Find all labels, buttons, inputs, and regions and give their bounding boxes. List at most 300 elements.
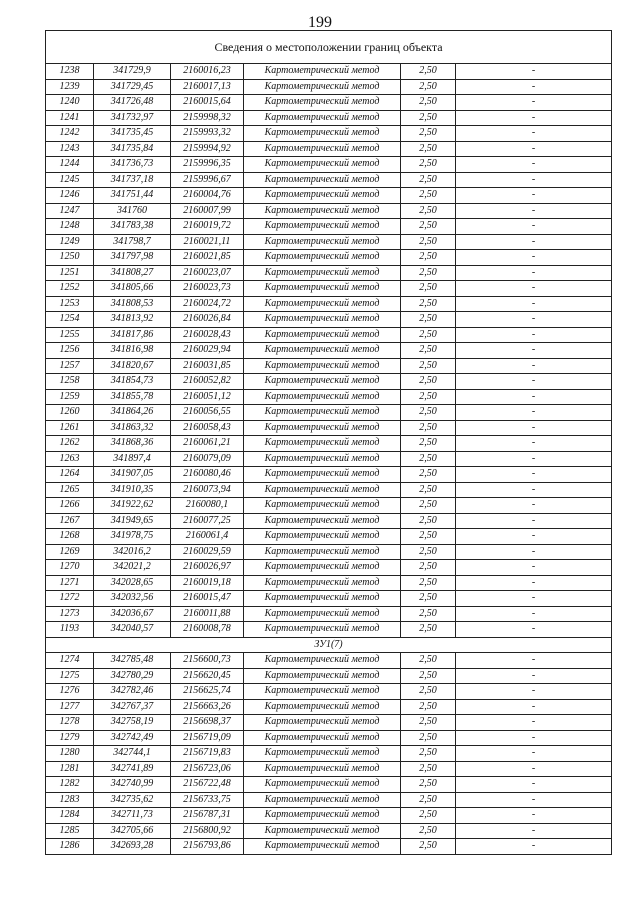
accuracy-cell: 2,50 [401, 389, 456, 405]
description-cell: - [456, 808, 612, 824]
x-coordinate-cell: 341978,75 [94, 529, 171, 545]
y-coordinate-cell: 2160019,18 [171, 575, 244, 591]
method-cell: Картометрический метод [244, 699, 401, 715]
table-row [46, 761, 612, 777]
method-cell: Картометрический метод [244, 715, 401, 731]
accuracy-cell: 2,50 [401, 575, 456, 591]
x-coordinate-cell: 342740,99 [94, 777, 171, 793]
method-cell: Картометрический метод [244, 203, 401, 219]
method-cell: Картометрический метод [244, 498, 401, 514]
table-row [46, 513, 612, 529]
x-coordinate-cell: 341817,86 [94, 327, 171, 343]
y-coordinate-cell: 2156719,83 [171, 746, 244, 762]
x-coordinate-cell: 342705,66 [94, 823, 171, 839]
x-coordinate-cell: 341820,67 [94, 358, 171, 374]
accuracy-cell: 2,50 [401, 95, 456, 111]
table-row [46, 591, 612, 607]
accuracy-cell: 2,50 [401, 761, 456, 777]
point-number-cell: 1244 [46, 157, 94, 173]
accuracy-cell: 2,50 [401, 467, 456, 483]
method-cell: Картометрический метод [244, 296, 401, 312]
method-cell: Картометрический метод [244, 219, 401, 235]
y-coordinate-cell: 2160023,73 [171, 281, 244, 297]
x-coordinate-cell: 342711,73 [94, 808, 171, 824]
accuracy-cell: 2,50 [401, 436, 456, 452]
description-cell: - [456, 95, 612, 111]
table-row [46, 172, 612, 188]
description-cell: - [456, 126, 612, 142]
y-coordinate-cell: 2160029,94 [171, 343, 244, 359]
page-number: 199 [308, 14, 332, 31]
method-cell: Картометрический метод [244, 761, 401, 777]
table-row [46, 358, 612, 374]
point-number-cell: 1279 [46, 730, 94, 746]
description-cell: - [456, 653, 612, 669]
method-cell: Картометрический метод [244, 358, 401, 374]
description-cell: - [456, 575, 612, 591]
accuracy-cell: 2,50 [401, 157, 456, 173]
method-cell: Картометрический метод [244, 250, 401, 266]
method-cell: Картометрический метод [244, 839, 401, 855]
point-number-cell: 1275 [46, 668, 94, 684]
table-row [46, 219, 612, 235]
accuracy-cell: 2,50 [401, 79, 456, 95]
accuracy-cell: 2,50 [401, 188, 456, 204]
point-number-cell: 1252 [46, 281, 94, 297]
x-coordinate-cell: 341922,62 [94, 498, 171, 514]
x-coordinate-cell: 341735,84 [94, 141, 171, 157]
description-cell: - [456, 219, 612, 235]
point-number-cell: 1248 [46, 219, 94, 235]
x-coordinate-cell: 341863,32 [94, 420, 171, 436]
accuracy-cell: 2,50 [401, 684, 456, 700]
point-number-cell: 1238 [46, 64, 94, 80]
description-cell: - [456, 730, 612, 746]
table-row [46, 126, 612, 142]
point-number-cell: 1256 [46, 343, 94, 359]
table-row [46, 482, 612, 498]
point-number-cell: 1239 [46, 79, 94, 95]
x-coordinate-cell: 341897,4 [94, 451, 171, 467]
accuracy-cell: 2,50 [401, 420, 456, 436]
description-cell: - [456, 110, 612, 126]
accuracy-cell: 2,50 [401, 715, 456, 731]
description-cell: - [456, 761, 612, 777]
x-coordinate-cell: 342767,37 [94, 699, 171, 715]
table-row [46, 777, 612, 793]
table-row [46, 606, 612, 622]
method-cell: Картометрический метод [244, 374, 401, 390]
accuracy-cell: 2,50 [401, 358, 456, 374]
method-cell: Картометрический метод [244, 792, 401, 808]
method-cell: Картометрический метод [244, 513, 401, 529]
accuracy-cell: 2,50 [401, 312, 456, 328]
method-cell: Картометрический метод [244, 281, 401, 297]
method-cell: Картометрический метод [244, 405, 401, 421]
point-number-cell: 1257 [46, 358, 94, 374]
point-number-cell: 1251 [46, 265, 94, 281]
accuracy-cell: 2,50 [401, 327, 456, 343]
description-cell: - [456, 622, 612, 638]
y-coordinate-cell: 2159998,32 [171, 110, 244, 126]
y-coordinate-cell: 2160029,59 [171, 544, 244, 560]
table-row [46, 374, 612, 390]
accuracy-cell: 2,50 [401, 699, 456, 715]
description-cell: - [456, 544, 612, 560]
table-row [46, 792, 612, 808]
table-title: Сведения о местоположении границ объекта [46, 31, 612, 64]
point-number-cell: 1260 [46, 405, 94, 421]
table-row [46, 436, 612, 452]
description-cell: - [456, 374, 612, 390]
x-coordinate-cell: 342785,48 [94, 653, 171, 669]
method-cell: Картометрический метод [244, 420, 401, 436]
point-number-cell: 1241 [46, 110, 94, 126]
y-coordinate-cell: 2160007,99 [171, 203, 244, 219]
x-coordinate-cell: 342040,57 [94, 622, 171, 638]
y-coordinate-cell: 2156663,26 [171, 699, 244, 715]
table-row [46, 684, 612, 700]
description-cell: - [456, 296, 612, 312]
description-cell: - [456, 668, 612, 684]
accuracy-cell: 2,50 [401, 374, 456, 390]
x-coordinate-cell: 342741,89 [94, 761, 171, 777]
point-number-cell: 1280 [46, 746, 94, 762]
table-row [46, 110, 612, 126]
accuracy-cell: 2,50 [401, 622, 456, 638]
point-number-cell: 1265 [46, 482, 94, 498]
table-row [46, 79, 612, 95]
y-coordinate-cell: 2156793,86 [171, 839, 244, 855]
table-row [46, 250, 612, 266]
y-coordinate-cell: 2160073,94 [171, 482, 244, 498]
accuracy-cell: 2,50 [401, 839, 456, 855]
point-number-cell: 1247 [46, 203, 94, 219]
accuracy-cell: 2,50 [401, 808, 456, 824]
x-coordinate-cell: 342021,2 [94, 560, 171, 576]
description-cell: - [456, 684, 612, 700]
description-cell: - [456, 606, 612, 622]
y-coordinate-cell: 2160016,23 [171, 64, 244, 80]
accuracy-cell: 2,50 [401, 141, 456, 157]
table-row [46, 420, 612, 436]
description-cell: - [456, 389, 612, 405]
method-cell: Картометрический метод [244, 808, 401, 824]
point-number-cell: 1246 [46, 188, 94, 204]
y-coordinate-cell: 2159994,92 [171, 141, 244, 157]
description-cell: - [456, 482, 612, 498]
point-number-cell: 1278 [46, 715, 94, 731]
x-coordinate-cell: 342742,49 [94, 730, 171, 746]
accuracy-cell: 2,50 [401, 296, 456, 312]
y-coordinate-cell: 2159993,32 [171, 126, 244, 142]
method-cell: Картометрический метод [244, 64, 401, 80]
point-number-cell: 1285 [46, 823, 94, 839]
description-cell: - [456, 358, 612, 374]
method-cell: Картометрический метод [244, 560, 401, 576]
x-coordinate-cell: 341805,66 [94, 281, 171, 297]
x-coordinate-cell: 341729,45 [94, 79, 171, 95]
accuracy-cell: 2,50 [401, 405, 456, 421]
point-number-cell: 1261 [46, 420, 94, 436]
y-coordinate-cell: 2160031,85 [171, 358, 244, 374]
description-cell: - [456, 188, 612, 204]
description-cell: - [456, 327, 612, 343]
table-row [46, 343, 612, 359]
x-coordinate-cell: 341737,18 [94, 172, 171, 188]
accuracy-cell: 2,50 [401, 668, 456, 684]
method-cell: Картометрический метод [244, 126, 401, 142]
table-row [46, 95, 612, 111]
accuracy-cell: 2,50 [401, 544, 456, 560]
description-cell: - [456, 234, 612, 250]
table-row [46, 141, 612, 157]
x-coordinate-cell: 341910,35 [94, 482, 171, 498]
point-number-cell: 1286 [46, 839, 94, 855]
description-cell: - [456, 498, 612, 514]
table-row [46, 699, 612, 715]
description-cell: - [456, 79, 612, 95]
y-coordinate-cell: 2156787,31 [171, 808, 244, 824]
y-coordinate-cell: 2160011,88 [171, 606, 244, 622]
description-cell: - [456, 265, 612, 281]
accuracy-cell: 2,50 [401, 560, 456, 576]
accuracy-cell: 2,50 [401, 281, 456, 297]
x-coordinate-cell: 341907,05 [94, 467, 171, 483]
y-coordinate-cell: 2159996,35 [171, 157, 244, 173]
description-cell: - [456, 281, 612, 297]
y-coordinate-cell: 2160017,13 [171, 79, 244, 95]
y-coordinate-cell: 2160028,43 [171, 327, 244, 343]
method-cell: Картометрический метод [244, 327, 401, 343]
accuracy-cell: 2,50 [401, 219, 456, 235]
x-coordinate-cell: 342758,19 [94, 715, 171, 731]
description-cell: - [456, 405, 612, 421]
method-cell: Картометрический метод [244, 389, 401, 405]
point-number-cell: 1281 [46, 761, 94, 777]
x-coordinate-cell: 341735,45 [94, 126, 171, 142]
method-cell: Картометрический метод [244, 606, 401, 622]
method-cell: Картометрический метод [244, 575, 401, 591]
method-cell: Картометрический метод [244, 95, 401, 111]
description-cell: - [456, 591, 612, 607]
table-row [46, 188, 612, 204]
description-cell: - [456, 250, 612, 266]
y-coordinate-cell: 2160080,46 [171, 467, 244, 483]
method-cell: Картометрический метод [244, 141, 401, 157]
point-number-cell: 1271 [46, 575, 94, 591]
y-coordinate-cell: 2156620,45 [171, 668, 244, 684]
method-cell: Картометрический метод [244, 343, 401, 359]
point-number-cell: 1240 [46, 95, 94, 111]
x-coordinate-cell: 342780,29 [94, 668, 171, 684]
x-coordinate-cell: 342016,2 [94, 544, 171, 560]
point-number-cell: 1277 [46, 699, 94, 715]
method-cell: Картометрический метод [244, 653, 401, 669]
y-coordinate-cell: 2160021,85 [171, 250, 244, 266]
y-coordinate-cell: 2160021,11 [171, 234, 244, 250]
y-coordinate-cell: 2160024,72 [171, 296, 244, 312]
method-cell: Картометрический метод [244, 622, 401, 638]
point-number-cell: 1263 [46, 451, 94, 467]
point-number-cell: 1193 [46, 622, 94, 638]
x-coordinate-cell: 341816,98 [94, 343, 171, 359]
description-cell: - [456, 343, 612, 359]
point-number-cell: 1259 [46, 389, 94, 405]
method-cell: Картометрический метод [244, 157, 401, 173]
table-row [46, 389, 612, 405]
method-cell: Картометрический метод [244, 234, 401, 250]
description-cell: - [456, 157, 612, 173]
description-cell: - [456, 312, 612, 328]
x-coordinate-cell: 342735,62 [94, 792, 171, 808]
accuracy-cell: 2,50 [401, 792, 456, 808]
y-coordinate-cell: 2156625,74 [171, 684, 244, 700]
table-row [46, 823, 612, 839]
section-label: ЗУ1(7) [46, 637, 612, 653]
x-coordinate-cell: 341854,73 [94, 374, 171, 390]
table-row [46, 64, 612, 80]
table-row [46, 405, 612, 421]
accuracy-cell: 2,50 [401, 529, 456, 545]
method-cell: Картометрический метод [244, 172, 401, 188]
y-coordinate-cell: 2160023,07 [171, 265, 244, 281]
table-row [46, 451, 612, 467]
point-number-cell: 1262 [46, 436, 94, 452]
y-coordinate-cell: 2156733,75 [171, 792, 244, 808]
x-coordinate-cell: 341760 [94, 203, 171, 219]
method-cell: Картометрический метод [244, 777, 401, 793]
y-coordinate-cell: 2160026,97 [171, 560, 244, 576]
point-number-cell: 1270 [46, 560, 94, 576]
accuracy-cell: 2,50 [401, 343, 456, 359]
accuracy-cell: 2,50 [401, 823, 456, 839]
description-cell: - [456, 420, 612, 436]
description-cell: - [456, 513, 612, 529]
description-cell: - [456, 203, 612, 219]
x-coordinate-cell: 341808,27 [94, 265, 171, 281]
method-cell: Картометрический метод [244, 110, 401, 126]
table-title-row [46, 31, 612, 64]
section-row [46, 637, 612, 653]
method-cell: Картометрический метод [244, 746, 401, 762]
description-cell: - [456, 467, 612, 483]
method-cell: Картометрический метод [244, 436, 401, 452]
y-coordinate-cell: 2160061,4 [171, 529, 244, 545]
accuracy-cell: 2,50 [401, 64, 456, 80]
description-cell: - [456, 792, 612, 808]
table-row [46, 467, 612, 483]
method-cell: Картометрический метод [244, 668, 401, 684]
accuracy-cell: 2,50 [401, 451, 456, 467]
table-row [46, 715, 612, 731]
accuracy-cell: 2,50 [401, 110, 456, 126]
point-number-cell: 1268 [46, 529, 94, 545]
point-number-cell: 1255 [46, 327, 94, 343]
description-cell: - [456, 699, 612, 715]
y-coordinate-cell: 2160026,84 [171, 312, 244, 328]
table-row [46, 544, 612, 560]
point-number-cell: 1274 [46, 653, 94, 669]
point-number-cell: 1253 [46, 296, 94, 312]
x-coordinate-cell: 342693,28 [94, 839, 171, 855]
method-cell: Картометрический метод [244, 823, 401, 839]
y-coordinate-cell: 2160019,72 [171, 219, 244, 235]
method-cell: Картометрический метод [244, 188, 401, 204]
description-cell: - [456, 560, 612, 576]
table-row [46, 622, 612, 638]
x-coordinate-cell: 341949,65 [94, 513, 171, 529]
table-row [46, 808, 612, 824]
table-row [46, 281, 612, 297]
point-number-cell: 1242 [46, 126, 94, 142]
description-cell: - [456, 436, 612, 452]
point-number-cell: 1283 [46, 792, 94, 808]
point-number-cell: 1254 [46, 312, 94, 328]
x-coordinate-cell: 341726,48 [94, 95, 171, 111]
accuracy-cell: 2,50 [401, 513, 456, 529]
y-coordinate-cell: 2156723,06 [171, 761, 244, 777]
table-row [46, 839, 612, 855]
y-coordinate-cell: 2160004,76 [171, 188, 244, 204]
method-cell: Картометрический метод [244, 591, 401, 607]
point-number-cell: 1243 [46, 141, 94, 157]
boundary-coordinates-table [45, 30, 612, 855]
accuracy-cell: 2,50 [401, 126, 456, 142]
accuracy-cell: 2,50 [401, 746, 456, 762]
x-coordinate-cell: 342744,1 [94, 746, 171, 762]
table-row [46, 560, 612, 576]
x-coordinate-cell: 342028,65 [94, 575, 171, 591]
accuracy-cell: 2,50 [401, 482, 456, 498]
y-coordinate-cell: 2160052,82 [171, 374, 244, 390]
table-row [46, 746, 612, 762]
method-cell: Картометрический метод [244, 482, 401, 498]
y-coordinate-cell: 2160056,55 [171, 405, 244, 421]
method-cell: Картометрический метод [244, 529, 401, 545]
y-coordinate-cell: 2156800,92 [171, 823, 244, 839]
table-row [46, 575, 612, 591]
point-number-cell: 1282 [46, 777, 94, 793]
x-coordinate-cell: 341868,36 [94, 436, 171, 452]
table-row [46, 312, 612, 328]
table-row [46, 730, 612, 746]
table-row [46, 668, 612, 684]
accuracy-cell: 2,50 [401, 653, 456, 669]
y-coordinate-cell: 2160079,09 [171, 451, 244, 467]
accuracy-cell: 2,50 [401, 498, 456, 514]
description-cell: - [456, 64, 612, 80]
method-cell: Картометрический метод [244, 265, 401, 281]
x-coordinate-cell: 341813,92 [94, 312, 171, 328]
table-row [46, 653, 612, 669]
y-coordinate-cell: 2160061,21 [171, 436, 244, 452]
x-coordinate-cell: 341751,44 [94, 188, 171, 204]
method-cell: Картометрический метод [244, 684, 401, 700]
accuracy-cell: 2,50 [401, 591, 456, 607]
method-cell: Картометрический метод [244, 312, 401, 328]
x-coordinate-cell: 342032,56 [94, 591, 171, 607]
x-coordinate-cell: 341783,38 [94, 219, 171, 235]
y-coordinate-cell: 2160058,43 [171, 420, 244, 436]
accuracy-cell: 2,50 [401, 234, 456, 250]
point-number-cell: 1245 [46, 172, 94, 188]
y-coordinate-cell: 2156600,73 [171, 653, 244, 669]
x-coordinate-cell: 342782,46 [94, 684, 171, 700]
x-coordinate-cell: 341864,26 [94, 405, 171, 421]
x-coordinate-cell: 342036,67 [94, 606, 171, 622]
accuracy-cell: 2,50 [401, 203, 456, 219]
